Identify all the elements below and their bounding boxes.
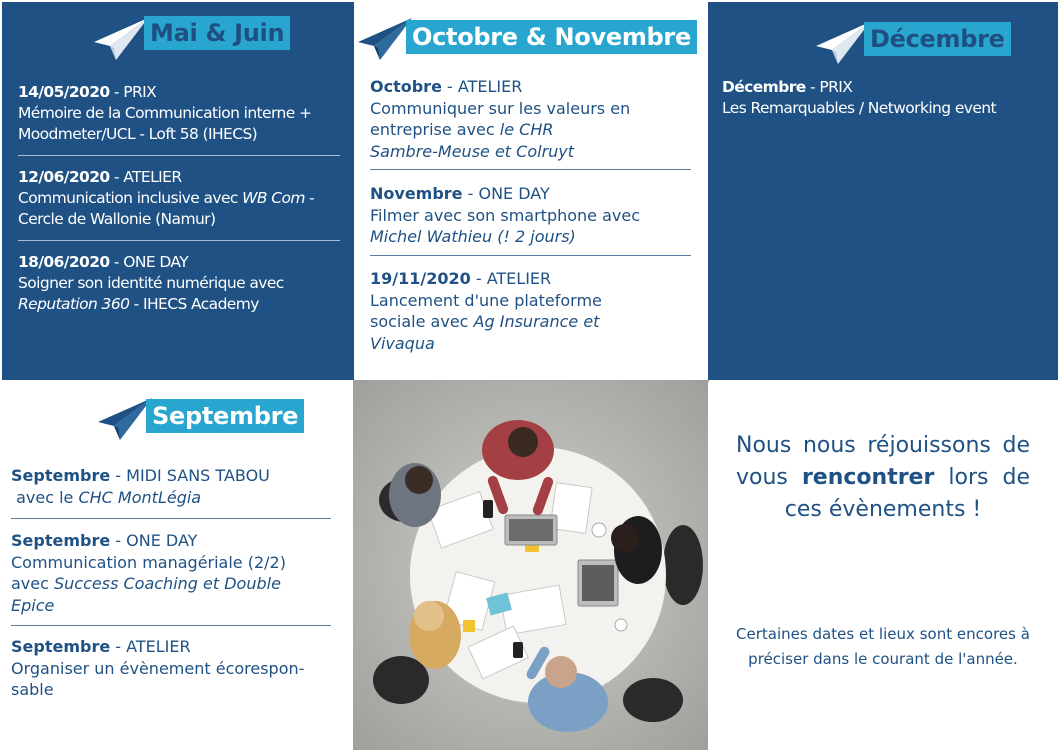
closing-message — [736, 430, 1030, 526]
event-partner: Vivaqua — [370, 333, 435, 353]
event-partner: Success Coaching et Double — [54, 574, 281, 593]
event-desc: Mémoire de la Communication interne + — [18, 104, 312, 122]
event-type: - ATELIER — [109, 168, 182, 186]
panel-octobre-novembre — [356, 2, 706, 380]
event-entry — [370, 76, 700, 162]
event-partner: Sambre-Meuse et Colruyt — [370, 141, 575, 161]
event-desc: Moodmeter/UCL - Loft 58 (IHECS) — [18, 125, 258, 143]
event-entry — [18, 252, 348, 315]
event-desc: Les Remarquables / Networking event — [722, 99, 996, 117]
divider — [18, 240, 340, 241]
section-title: Mai & Juin — [144, 16, 290, 50]
event-date: Septembre — [11, 637, 111, 656]
event-desc: Cercle de Wallonie (Namur) — [18, 210, 216, 228]
event-type: - ONE DAY — [462, 184, 550, 203]
event-partner: Reputation 360 — [18, 295, 130, 313]
section-header — [864, 22, 1011, 56]
event-partner: Ag Insurance et — [473, 312, 600, 331]
event-entry — [370, 183, 700, 248]
paper-plane-icon — [92, 16, 150, 62]
event-partner: CHC MontLégia — [78, 487, 202, 507]
event-entry — [18, 167, 348, 230]
section-header — [146, 399, 304, 433]
divider — [18, 155, 340, 156]
divider — [11, 518, 331, 519]
event-type: - ONE DAY — [110, 531, 198, 550]
event-type: - ATELIER — [441, 77, 523, 96]
team-meeting-illustration — [353, 380, 709, 750]
event-type: - PRIX — [109, 83, 157, 101]
divider — [370, 255, 691, 256]
meeting-photo — [353, 380, 709, 750]
event-entry — [11, 465, 346, 508]
event-desc: Organiser un évènement écorespon- — [11, 658, 305, 678]
event-desc: Filmer avec son smartphone avec — [370, 205, 641, 225]
event-desc: - — [304, 189, 315, 207]
event-date: 19/11/2020 — [370, 269, 471, 288]
divider — [11, 625, 331, 626]
event-type: - ONE DAY — [109, 253, 189, 271]
section-header — [144, 16, 290, 50]
event-date: Octobre — [370, 77, 442, 96]
event-desc: Soigner son identité numérique avec — [18, 274, 284, 292]
event-date: Septembre — [11, 466, 111, 485]
event-desc: sable — [11, 680, 54, 699]
event-date: Septembre — [11, 531, 111, 550]
event-desc: Communication inclusive avec — [18, 189, 243, 207]
event-desc: avec le — [11, 487, 79, 507]
panel-mai-juin — [2, 2, 354, 380]
panel-septembre — [2, 382, 354, 750]
event-entry — [18, 82, 348, 145]
event-entry — [11, 530, 346, 616]
panel-decembre — [708, 2, 1058, 380]
divider — [370, 169, 691, 170]
section-title: Octobre & Novembre — [406, 20, 697, 54]
closing-emphasis: rencontrer — [801, 465, 935, 490]
event-desc: - IHECS Academy — [129, 295, 259, 313]
closing-text: Nous nous réjouissons de vous — [736, 433, 1030, 490]
event-date: Décembre — [722, 78, 806, 96]
event-entry — [722, 77, 1052, 119]
event-date: 14/05/2020 — [18, 83, 110, 101]
event-desc: Communiquer sur les valeurs en — [370, 98, 631, 118]
event-partner: Epice — [11, 595, 55, 615]
event-desc: Communication managériale (2/2) — [11, 552, 286, 572]
event-date: 12/06/2020 — [18, 168, 110, 186]
event-partner: le CHR — [499, 120, 554, 139]
event-desc: Lancement d'une plateforme — [370, 290, 602, 310]
section-header — [406, 20, 697, 54]
event-desc: entreprise avec — [370, 120, 500, 139]
section-title: Décembre — [864, 22, 1011, 56]
closing-note: Certaines dates et lieux sont encores à préciser dans le courant de l'année. — [736, 625, 1030, 668]
event-type: - PRIX — [805, 78, 853, 96]
event-partner: Michel Wathieu (! 2 jours) — [370, 227, 576, 246]
event-entry — [11, 636, 346, 701]
event-date: Novembre — [370, 184, 463, 203]
section-title: Septembre — [146, 399, 304, 433]
event-partner: WB Com — [242, 189, 305, 207]
event-type: - ATELIER — [470, 269, 552, 288]
event-type: - MIDI SANS TABOU — [110, 466, 270, 485]
closing-text: lors de ces évènements ! — [784, 465, 1030, 522]
event-type: - ATELIER — [110, 637, 191, 656]
event-entry — [370, 268, 700, 354]
event-desc: sociale avec — [370, 312, 474, 331]
panel-closing-message — [708, 382, 1058, 750]
event-date: 18/06/2020 — [18, 253, 110, 271]
event-desc: avec — [11, 574, 54, 593]
